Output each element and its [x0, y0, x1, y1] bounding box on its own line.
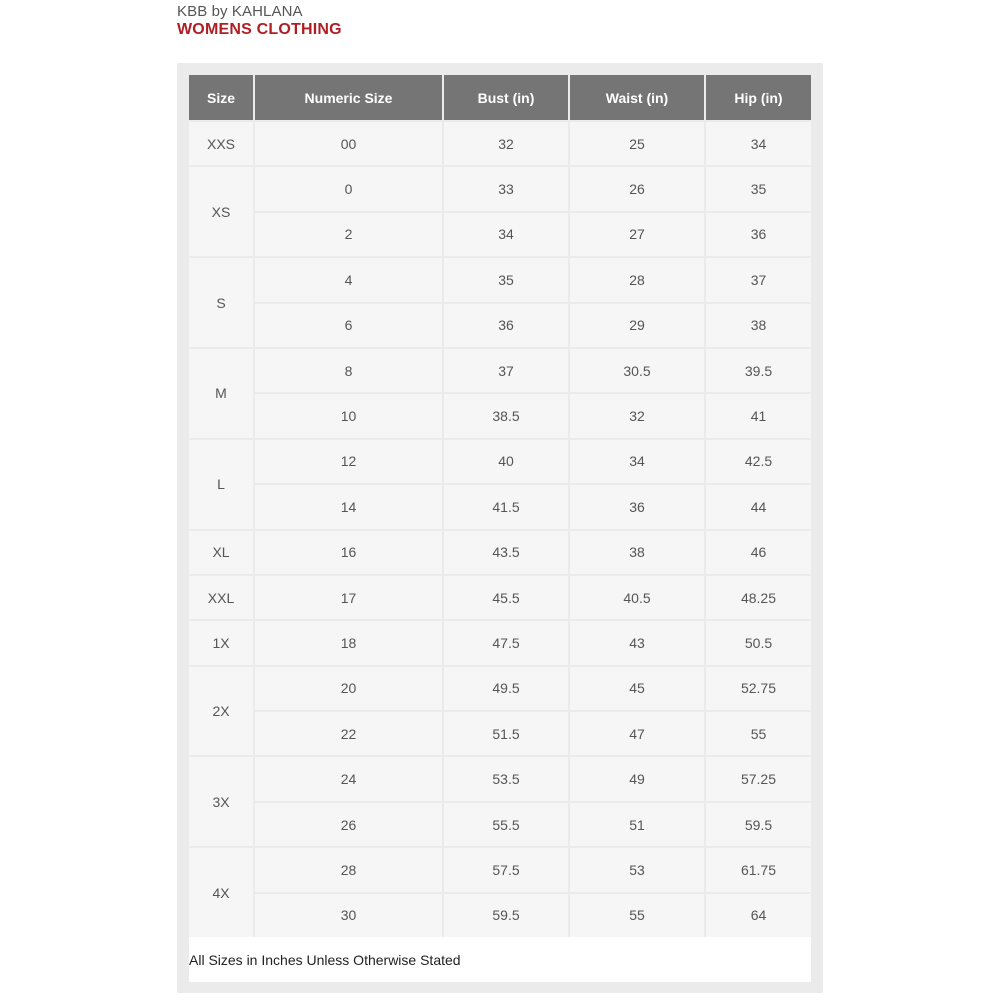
numeric-size-cell: 2: [255, 213, 442, 256]
numeric-size-cell: 22: [255, 712, 442, 755]
waist-cell: 27: [570, 213, 704, 256]
category-title: WOMENS CLOTHING: [177, 21, 342, 38]
table-row: [189, 576, 811, 619]
header-hip: Hip (in): [706, 75, 811, 120]
table-row: [189, 213, 811, 256]
bust-cell: 33: [444, 167, 568, 210]
hip-cell: 39.5: [706, 349, 811, 392]
hip-cell: 34: [706, 122, 811, 165]
table-row: [189, 485, 811, 528]
numeric-size-cell: 4: [255, 258, 442, 301]
bust-cell: 35: [444, 258, 568, 301]
header-numeric-size: Numeric Size: [255, 75, 442, 120]
numeric-size-cell: 16: [255, 531, 442, 574]
size-cell: M: [189, 349, 253, 438]
bust-cell: 43.5: [444, 531, 568, 574]
size-cell: XS: [189, 167, 253, 256]
hip-cell: 38: [706, 304, 811, 347]
size-cell: 4X: [189, 848, 253, 937]
footer-note-box: [189, 937, 811, 982]
table-row: [189, 304, 811, 347]
table-row: [189, 621, 811, 664]
hip-cell: 46: [706, 531, 811, 574]
bust-cell: 55.5: [444, 803, 568, 846]
bust-cell: 47.5: [444, 621, 568, 664]
bust-cell: 40: [444, 440, 568, 483]
numeric-size-cell: 00: [255, 122, 442, 165]
waist-cell: 47: [570, 712, 704, 755]
hip-cell: 50.5: [706, 621, 811, 664]
waist-cell: 40.5: [570, 576, 704, 619]
size-cell: 1X: [189, 621, 253, 664]
waist-cell: 26: [570, 167, 704, 210]
table-row: [189, 848, 811, 891]
bust-cell: 41.5: [444, 485, 568, 528]
numeric-size-cell: 24: [255, 757, 442, 800]
hip-cell: 37: [706, 258, 811, 301]
numeric-size-cell: 12: [255, 440, 442, 483]
header-bust: Bust (in): [444, 75, 568, 120]
table-row: [189, 531, 811, 574]
numeric-size-cell: 17: [255, 576, 442, 619]
bust-cell: 51.5: [444, 712, 568, 755]
table-row: [189, 894, 811, 937]
hip-cell: 41: [706, 394, 811, 437]
hip-cell: 36: [706, 213, 811, 256]
hip-cell: 52.75: [706, 667, 811, 710]
bust-cell: 59.5: [444, 894, 568, 937]
hip-cell: 59.5: [706, 803, 811, 846]
waist-cell: 45: [570, 667, 704, 710]
hip-cell: 48.25: [706, 576, 811, 619]
waist-cell: 53: [570, 848, 704, 891]
size-cell: 3X: [189, 757, 253, 846]
numeric-size-cell: 14: [255, 485, 442, 528]
size-cell: XL: [189, 531, 253, 574]
table-row: [189, 757, 811, 800]
numeric-size-cell: 10: [255, 394, 442, 437]
waist-cell: 55: [570, 894, 704, 937]
bust-cell: 53.5: [444, 757, 568, 800]
waist-cell: 36: [570, 485, 704, 528]
numeric-size-cell: 20: [255, 667, 442, 710]
brand-name: KBB by KAHLANA: [177, 3, 303, 20]
numeric-size-cell: 18: [255, 621, 442, 664]
size-chart-table: [187, 73, 813, 939]
waist-cell: 28: [570, 258, 704, 301]
header-waist: Waist (in): [570, 75, 704, 120]
numeric-size-cell: 8: [255, 349, 442, 392]
hip-cell: 57.25: [706, 757, 811, 800]
size-cell: 2X: [189, 667, 253, 756]
waist-cell: 38: [570, 531, 704, 574]
table-row: [189, 712, 811, 755]
waist-cell: 43: [570, 621, 704, 664]
footer-note: All Sizes in Inches Unless Otherwise Stated: [189, 951, 461, 968]
waist-cell: 25: [570, 122, 704, 165]
size-cell: XXS: [189, 122, 253, 165]
size-cell: S: [189, 258, 253, 347]
table-row: [189, 122, 811, 165]
hip-cell: 61.75: [706, 848, 811, 891]
waist-cell: 32: [570, 394, 704, 437]
bust-cell: 32: [444, 122, 568, 165]
bust-cell: 45.5: [444, 576, 568, 619]
numeric-size-cell: 26: [255, 803, 442, 846]
numeric-size-cell: 6: [255, 304, 442, 347]
bust-cell: 36: [444, 304, 568, 347]
header-size: Size: [189, 75, 253, 120]
hip-cell: 35: [706, 167, 811, 210]
table-row: [189, 167, 811, 210]
numeric-size-cell: 30: [255, 894, 442, 937]
hip-cell: 55: [706, 712, 811, 755]
bust-cell: 37: [444, 349, 568, 392]
table-row: [189, 394, 811, 437]
numeric-size-cell: 0: [255, 167, 442, 210]
table-row: [189, 349, 811, 392]
waist-cell: 34: [570, 440, 704, 483]
numeric-size-cell: 28: [255, 848, 442, 891]
waist-cell: 49: [570, 757, 704, 800]
waist-cell: 51: [570, 803, 704, 846]
hip-cell: 42.5: [706, 440, 811, 483]
header-row: [189, 75, 811, 120]
bust-cell: 34: [444, 213, 568, 256]
table-row: [189, 667, 811, 710]
hip-cell: 44: [706, 485, 811, 528]
hip-cell: 64: [706, 894, 811, 937]
waist-cell: 30.5: [570, 349, 704, 392]
table-row: [189, 258, 811, 301]
bust-cell: 49.5: [444, 667, 568, 710]
waist-cell: 29: [570, 304, 704, 347]
bust-cell: 38.5: [444, 394, 568, 437]
table-row: [189, 440, 811, 483]
bust-cell: 57.5: [444, 848, 568, 891]
size-cell: XXL: [189, 576, 253, 619]
table-row: [189, 803, 811, 846]
size-cell: L: [189, 440, 253, 529]
